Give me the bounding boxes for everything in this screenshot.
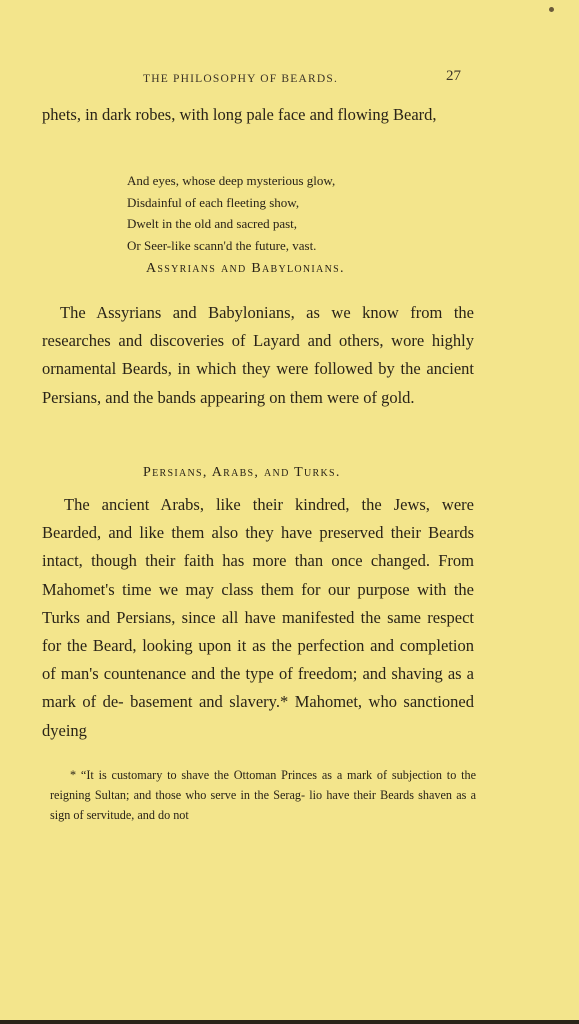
verse-block <box>127 170 335 256</box>
verse-line: And eyes, whose deep mysterious glow, <box>127 173 336 188</box>
continuation-paragraph: phets, in dark robes, with long pale face and flowing Beard, <box>42 105 437 124</box>
footnote: * “It is customary to shave the Ottoman Princes as a mark of subjection to the reigning Sultan; and those who serve in the Serag- lio have their Beards shaven as a sign of servitude, and do not <box>50 768 476 822</box>
verse-line: Dwelt in the old and sacred past, <box>127 216 298 231</box>
ink-spot <box>549 7 554 12</box>
verse-line: Or Seer-like scann'd the future, vast. <box>127 237 317 253</box>
page-bottom-edge <box>0 1020 579 1024</box>
page-number: 27 <box>446 68 461 84</box>
verse-line: Disdainful of each fleeting show, <box>127 194 300 210</box>
paragraph-persians: The ancient Arabs, like their kindred, the Jews, were Bearded, and like them also they have preserved their Beards intact, though their faith has more than once changed. From Mahomet's time we may class them for our purpose with the Turks and Persians, since all have manifested the same respect for the Beard, looking upon it as the perfection and completion of man's countenance and the type of freedom; and shaving as a mark of de- basement and slavery.* Mahomet, who sanctioned dyeing <box>42 495 474 740</box>
paragraph-assyrians: The Assyrians and Babylonians, as we know from the researches and discoveries of Layard and others, wore highly ornamental Beards, in which they were followed by the ancient Persians, and the bands appearing on them were of gold. <box>42 303 474 407</box>
section-heading-assyrians: Assyrians and Babylonians. <box>146 261 345 276</box>
running-title: THE PHILOSOPHY OF BEARDS. <box>143 73 339 85</box>
section-heading-persians: Persians, Arabs, and Turks. <box>143 465 341 480</box>
